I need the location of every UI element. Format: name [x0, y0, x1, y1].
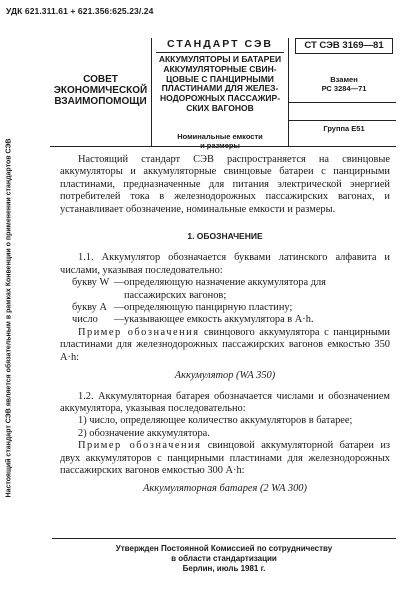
definition-row	[72, 302, 390, 314]
title-column	[152, 38, 288, 150]
definition-row	[72, 314, 390, 326]
info-divider	[288, 120, 396, 121]
definition-list	[72, 277, 390, 327]
standard-label: СТАНДАРТ СЭВ	[167, 38, 273, 50]
side-note-text: Настоящий стандарт СЭВ является обязательным в рамках Конвенции о применении стандартов СЭВ	[5, 138, 13, 498]
clause-1-2: 1.2. Аккумуляторная батарея обозначается числами и обозначением аккумулятора, указывая последовательно:	[60, 390, 390, 414]
standard-number: СТ СЭВ 3169—81	[295, 38, 393, 54]
council-name: СОВЕТ ЭКОНОМИЧЕСКОЙ ВЗАИМОПОМОЩИ	[53, 74, 148, 107]
section-title: 1. ОБОЗНАЧЕНИЕ	[187, 231, 263, 242]
document-subtitle: Номинальные емкости и размеры	[177, 132, 263, 150]
dash: —	[114, 277, 125, 289]
info-divider	[288, 102, 396, 103]
council-box	[50, 38, 152, 146]
intro-paragraph: Настоящий стандарт СЭВ распространяется на свинцовые аккумуляторы и аккумуляторные свинцовые батареи с панцирными пластинами, предназначенные для питания электрической энергией потребителей тока в железнодорожных пассажирских вагонах, и устанавливает обозначение, номинальные емкости и размеры.	[60, 154, 390, 215]
designation-example: Аккумулятор (WA 350)	[174, 370, 276, 382]
approval-footer: Утвержден Постоянной Комиссией по сотрудничеству в области стандартизации Берлин, июль 1981 г.	[115, 544, 333, 573]
definition-row	[72, 277, 390, 302]
definition-term: число	[72, 314, 98, 326]
definition-desc: указывающее емкость аккумулятора в A·h.	[124, 314, 314, 326]
group-label: Группа Е51	[323, 124, 365, 133]
example-text: свинцового аккумулятора с панцирными пластинами для железнодорожных пассажирских вагонов емкостью 350 A·h:	[60, 326, 390, 363]
example-heading: Пример обозначения	[78, 326, 200, 338]
footer-rule	[52, 538, 396, 539]
udc-code: УДК 621.311.61 + 621.356:625.23/.24	[6, 6, 154, 16]
definition-term: букву W	[72, 277, 110, 289]
example-2	[60, 440, 390, 477]
info-column	[288, 38, 396, 146]
replaces-note: Взамен РС 3284—71	[321, 75, 367, 93]
side-note	[2, 58, 16, 578]
list-item: 2) обозначение аккумулятора.	[78, 427, 210, 439]
designation-example: Аккумуляторная батарея (2 WA 300)	[143, 483, 307, 495]
title-divider	[156, 52, 284, 53]
definition-desc: определяющую панцирную пластину;	[124, 302, 293, 314]
dash: —	[114, 302, 125, 314]
dash: —	[114, 314, 125, 326]
clause-1-1: 1.1. Аккумулятор обозначается буквами латинского алфавита и числами, указывая последовательно:	[60, 252, 390, 276]
standard-header	[50, 34, 396, 150]
document-body	[60, 154, 390, 504]
document-title: АККУМУЛЯТОРЫ И БАТАРЕИ АККУМУЛЯТОРНЫЕ СВИН- ЦОВЫЕ С ПАНЦИРНЫМИ ПЛАСТИНАМИ ДЛЯ ЖЕЛЕЗ- НОДОРОЖНЫХ ПАССАЖИР- СКИХ ВАГОНОВ	[158, 54, 282, 113]
list-item: 1) число, определяющее количество аккумуляторов в батарее;	[78, 415, 353, 427]
header-bottom-rule	[50, 146, 396, 147]
example-text: свинцовой аккумуляторной батареи из двух аккумуляторов с панцирными пластинами для железнодорожных пассажирских вагонов емкостью 300 A·h:	[60, 440, 390, 476]
example-heading: Пример обозначения	[78, 440, 202, 452]
definition-desc: определяющую назначение аккумулятора для пассажирских вагонов;	[124, 277, 326, 301]
example-1	[60, 327, 390, 364]
definition-term: букву A	[72, 302, 107, 314]
